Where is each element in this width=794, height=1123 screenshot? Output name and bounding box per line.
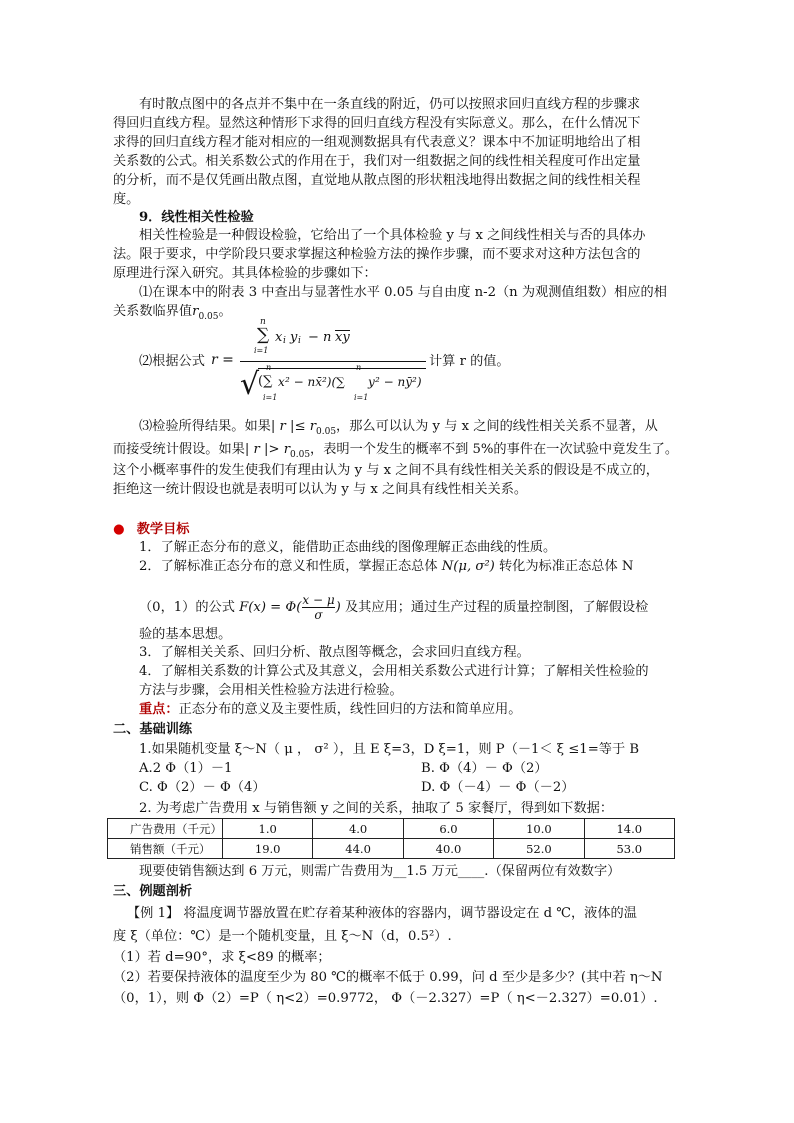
- correlation-formula: r = n ∑ i=1 x i y i − n xy √ n (∑ i=1 x ² − nx̄²)(∑ n i=1 y ² − nȳ²): [145, 323, 445, 415]
- step-2-label: ⑵根据公式: [139, 354, 205, 369]
- section-9-line-3: 原理进行深入研究。其具体检验的步骤如下：: [113, 266, 377, 281]
- goals-heading: ● 教学目标: [113, 522, 190, 537]
- step-2-suffix: 计算 r 的值。: [429, 354, 510, 369]
- option-a: A.2 Φ（1）－1: [139, 761, 233, 776]
- example-1-part-2: （2）若要保持液体的温度至少为 80 ℃的概率不低于 0.99，问 d 至少是多少？(其中若 η～N: [113, 970, 663, 985]
- section-9-line-2: 法。限于要求，中学阶段只要求掌握这种检验方法的操作步骤，而不要求对这种方法包含的: [113, 247, 641, 262]
- intro-line-3: 求得的回归直线方程才能对相应的一组观测数据具有代表意义？课本中不加证明地给出了相: [113, 135, 641, 150]
- goal-2-fraction: $\frac{x - \mu}{\sigma}$: [302, 593, 335, 622]
- table-cell: 14.0: [584, 819, 674, 839]
- step-3-line-2: 而接受统计假设。如果| r |> $r_{0.05}$，表明一个发生的概率不到 5%的事件在一次试验中竟发生了。: [113, 442, 679, 460]
- table-cell: 10.0: [494, 819, 584, 839]
- section-9-line-1: 相关性检验是一种假设检验，它给出了一个具体检验 y 与 x 之间线性相关与否的具体办: [139, 228, 646, 243]
- step-3-line-4: 拒绝这一统计假设也就是表明可以认为 y 与 x 之间具有线性相关关系。: [113, 482, 528, 497]
- goal-2-line-2: （0，1）的公式 F(x) = Φ( $\frac{x - \mu}{\sigma}$ ) 及其应用；通过生产过程的质量控制图，了解假设检: [139, 593, 649, 622]
- table-cell: 44.0: [313, 839, 403, 859]
- basic-training-heading: 二、基础训练: [113, 722, 193, 737]
- table-cell: 40.0: [403, 839, 493, 859]
- example-1-part-1: （1）若 d=90°，求 ξ<89 的概率；: [113, 950, 331, 965]
- intro-line-2: 得回归直线方程。显然这种情形下求得的回归直线方程没有实际意义。那么，在什么情况下: [113, 116, 641, 131]
- bullet-icon: ●: [113, 522, 125, 537]
- goal-1: 1．了解正态分布的意义，能借助正态曲线的图像理解正态曲线的性质。: [139, 540, 557, 555]
- intro-line-1: 有时散点图中的各点并不集中在一条直线的附近，仍可以按照求回归直线方程的步骤求: [139, 97, 641, 112]
- option-d: D. Φ（－4）－ Φ（－2）: [421, 780, 575, 795]
- goal-3: 3．了解相关关系、回归分析、散点图等概念，会求回归直线方程。: [139, 645, 530, 660]
- step-3-line-1: ⑶检验所得结果。如果| r |≤ $r_{0.05}$，那么可以认为 y 与 x 之间的线性相关关系不显著，从: [139, 419, 658, 437]
- table-cell: 广告费用（千元）: [108, 819, 223, 839]
- example-1-line-2: 度 ξ（单位：℃）是一个随机变量，且 ξ～N（d，0.5²）.: [113, 929, 452, 944]
- question-2-answer: 现要使销售额达到 6 万元，则需广告费用为__1.5 万元____.（保留两位有效数字）: [139, 864, 621, 879]
- table-row: [108, 819, 675, 839]
- option-b: B. Φ（4）－ Φ（2）: [421, 761, 548, 776]
- table-cell: 52.0: [494, 839, 584, 859]
- table-cell: 53.0: [584, 839, 674, 859]
- goal-4-line-2: 方法与步骤，会用相关性检验方法进行检验。: [139, 683, 403, 698]
- section-9-title: 9．线性相关性检验: [139, 210, 254, 225]
- table-cell: 6.0: [403, 819, 493, 839]
- table-row: [108, 839, 675, 859]
- intro-line-5: 的分析，而不是仅凭画出散点图，直觉地从散点图的形状粗浅地得出数据之间的线性相关程: [113, 173, 641, 188]
- goal-2-line-1: 2．了解标准正态分布的意义和性质，掌握正态总体 N(μ, σ²) 转化为标准正态总体 N: [139, 559, 634, 574]
- key-points: 重点：正态分布的意义及主要性质，线性回归的方法和简单应用。: [139, 702, 522, 717]
- goal-2-line-3: 验的基本思想。: [139, 627, 232, 642]
- question-2: 2. 为考虑广告费用 x 与销售额 y 之间的关系，抽取了 5 家餐厅，得到如下数据：: [139, 801, 614, 816]
- ad-sales-table: [107, 818, 675, 859]
- table-cell: 销售额（千元）: [108, 839, 223, 859]
- option-c: C. Φ（2）－ Φ（4）: [139, 780, 266, 795]
- table-cell: 4.0: [313, 819, 403, 839]
- intro-line-4: 关系数的公式。相关系数公式的作用在于，我们对一组数据之间的线性相关程度可作出定量: [113, 154, 641, 169]
- example-1-line-1: 【例 1】 将温度调节器放置在贮存着某种液体的容器内，调节器设定在 d ℃，液体的温: [127, 906, 637, 921]
- step-1-line-2: 关系数临界值$r_{0.05}$。: [113, 304, 232, 322]
- step-1-line-1: ⑴在课本中的附表 3 中查出与显著性水平 0.05 与自由度 n-2（n 为观测值组数）相应的相: [139, 285, 667, 300]
- step-3-line-3: 这个小概率事件的发生使我们有理由认为 y 与 x 之间不具有线性相关关系的假设是不成立的，: [113, 463, 659, 478]
- intro-line-6: 度。: [113, 192, 140, 207]
- table-cell: 1.0: [223, 819, 313, 839]
- examples-heading: 三、例题剖析: [113, 884, 193, 899]
- table-cell: 19.0: [223, 839, 313, 859]
- goal-4-line-1: 4．了解相关系数的计算公式及其意义，会用相关系数公式进行计算；了解相关性检验的: [139, 664, 649, 679]
- example-1-note: （0，1），则 Φ（2）=P（ η<2）=0.9772， Φ（－2.327）=P（ η<－2.327）=0.01）.: [113, 991, 658, 1006]
- question-1: 1.如果随机变量 ξ～N（ μ ， σ² ），且 E ξ=3，D ξ=1，则 P（－1＜ ξ ≤1=等于 B: [139, 742, 640, 757]
